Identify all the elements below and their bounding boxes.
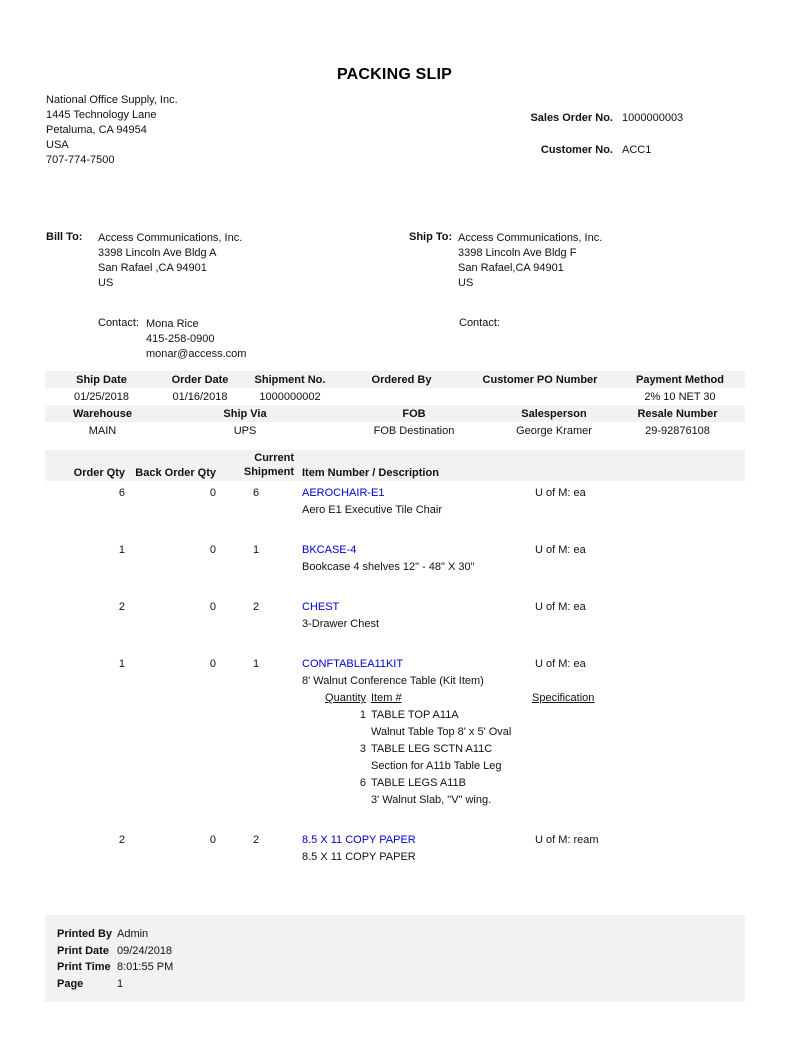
column-header: Salesperson [521, 407, 587, 420]
kit-quantity-header: Quantity [325, 692, 366, 704]
column-header: FOB [402, 407, 426, 420]
uom-value: U of M: ea [535, 658, 586, 670]
item-description: 3-Drawer Chest [302, 618, 380, 630]
bill-contact-label: Contact: [98, 317, 139, 329]
print-time-label: Print Time [57, 961, 111, 973]
ship-to-address [458, 231, 602, 291]
contact-name: Mona Rice [146, 318, 199, 330]
ship-contact-label: Contact: [459, 317, 500, 329]
kit-component-detail: Walnut Table Top 8' x 5' Oval [371, 726, 512, 738]
payment-method-value: 2% 10 NET 30 [644, 390, 716, 403]
contact-email: monar@access.com [146, 348, 247, 360]
table-row [45, 656, 745, 809]
items-table-body [45, 481, 745, 889]
item-description: 8.5 X 11 COPY PAPER [302, 851, 416, 863]
printed-by-row [57, 926, 745, 943]
resale-number-value: 29-92876108 [645, 424, 710, 437]
bill-to-address [98, 231, 242, 291]
print-date-value: 09/24/2018 [117, 944, 173, 957]
contact-phone: 415-258-0900 [146, 333, 215, 345]
kit-item-header: Item # [371, 692, 402, 704]
current-shipment-value: 2 [252, 834, 260, 846]
kit-component-row [45, 707, 745, 724]
bill-to-line: San Rafael ,CA 94901 [98, 262, 207, 274]
shipping-header-row-2 [45, 405, 745, 422]
print-time-value: 8:01:55 PM [117, 961, 174, 973]
item-number-link[interactable]: AEROCHAIR-E1 [302, 487, 385, 499]
order-qty-header: Order Qty [73, 467, 125, 479]
item-description-header: Item Number / Description [302, 467, 439, 479]
page-number-label: Page [57, 977, 84, 990]
company-address-line: USA [46, 139, 69, 151]
back-order-qty-value: 0 [209, 544, 216, 556]
items-table-header [45, 450, 745, 481]
table-row [45, 542, 745, 576]
bill-contact-block [146, 317, 246, 362]
company-phone: 707-774-7500 [46, 154, 115, 166]
kit-component-qty: 3 [359, 743, 366, 755]
sales-order-value: 1000000003 [622, 112, 684, 124]
salesperson-value: George Kramer [516, 424, 592, 437]
ship-to-label: Ship To: [409, 231, 453, 243]
ship-to-line: US [458, 277, 474, 289]
company-address-line: Petaluma, CA 94954 [46, 124, 147, 136]
company-block [46, 93, 178, 168]
fob-value: FOB Destination [373, 424, 455, 437]
column-header: Resale Number [637, 407, 718, 420]
order-qty-value: 2 [118, 834, 125, 846]
ship-to-line: San Rafael,CA 94901 [458, 262, 564, 274]
order-qty-value: 1 [118, 544, 125, 556]
table-row [45, 485, 745, 519]
back-order-qty-value: 0 [209, 487, 216, 499]
kit-component-qty: 1 [359, 709, 366, 721]
back-order-qty-value: 0 [209, 658, 216, 670]
kit-component-row [45, 741, 745, 758]
current-shipment-header: Current Shipment [243, 452, 294, 478]
item-description: Bookcase 4 shelves 12" - 48" X 30" [302, 561, 475, 573]
uom-value: U of M: ea [535, 487, 586, 499]
column-header: Ship Via [223, 407, 267, 420]
kit-component-detail: Section for A11b Table Leg [371, 760, 502, 772]
customer-no-row [470, 144, 750, 156]
sales-order-row [470, 112, 750, 124]
uom-value: U of M: ea [535, 544, 586, 556]
kit-component-row [45, 775, 745, 792]
kit-component-item: TABLE LEGS A11B [371, 777, 466, 789]
column-header: Ship Date [76, 373, 127, 386]
kit-specification-header: Specification [532, 692, 595, 704]
company-name: National Office Supply, Inc. [46, 94, 178, 106]
current-shipment-value: 6 [252, 487, 260, 499]
back-order-qty-value: 0 [209, 834, 216, 846]
item-number-link[interactable]: 8.5 X 11 COPY PAPER [302, 834, 416, 846]
item-number-link[interactable]: BKCASE-4 [302, 544, 357, 556]
customer-no-label: Customer No. [540, 144, 613, 156]
shipment-no-value: 1000000002 [259, 390, 321, 403]
order-info-block [470, 112, 750, 156]
warehouse-value: MAIN [88, 424, 117, 437]
kit-header-row [45, 690, 745, 707]
column-header: Order Date [171, 373, 229, 386]
current-shipment-value: 2 [252, 601, 260, 613]
printed-by-value: Admin [117, 928, 149, 940]
ship-to-line: 3398 Lincoln Ave Bldg F [458, 247, 577, 259]
print-date-row [57, 943, 745, 960]
printed-by-label: Printed By [57, 928, 113, 940]
item-description: Aero E1 Executive Tile Chair [302, 504, 443, 516]
print-info-footer [45, 915, 745, 1002]
kit-component-qty: 6 [359, 777, 366, 789]
print-date-label: Print Date [57, 944, 109, 957]
bill-to-label: Bill To: [46, 231, 83, 243]
kit-component-item: TABLE LEG SCTN A11C [371, 743, 493, 755]
order-date-value: 01/16/2018 [172, 390, 228, 403]
shipping-value-row-2 [45, 422, 745, 439]
sales-order-label: Sales Order No. [530, 112, 613, 124]
print-time-row [57, 959, 745, 976]
bill-to-line: US [98, 277, 114, 289]
item-description: 8' Walnut Conference Table (Kit Item) [302, 675, 484, 687]
column-header: Ordered By [371, 373, 432, 386]
item-number-link[interactable]: CHEST [302, 601, 340, 613]
ship-date-value: 01/25/2018 [73, 390, 130, 403]
column-header: Shipment No. [254, 373, 326, 386]
page-number-value: 1 [117, 977, 124, 990]
item-number-link[interactable]: CONFTABLEA11KIT [302, 658, 404, 670]
company-address-line: 1445 Technology Lane [46, 109, 157, 121]
ship-to-line: Access Communications, Inc. [458, 232, 603, 244]
column-header: Payment Method [635, 373, 724, 386]
back-order-qty-header: Back Order Qty [135, 467, 216, 479]
table-row [45, 832, 745, 866]
uom-value: U of M: ea [535, 601, 586, 613]
bill-to-line: 3398 Lincoln Ave Bldg A [98, 247, 217, 259]
order-qty-value: 2 [118, 601, 125, 613]
order-qty-value: 6 [118, 487, 125, 499]
page-number-row [57, 976, 745, 993]
kit-component-item: TABLE TOP A11A [371, 709, 459, 721]
order-qty-value: 1 [118, 658, 125, 670]
uom-value: U of M: ream [535, 834, 599, 846]
back-order-qty-value: 0 [209, 601, 216, 613]
table-row [45, 599, 745, 633]
bill-to-line: Access Communications, Inc. [98, 232, 243, 244]
shipping-info-table [45, 371, 745, 439]
customer-no-value: ACC1 [622, 144, 652, 156]
column-header: Warehouse [73, 407, 132, 420]
current-shipment-value: 1 [252, 658, 260, 670]
current-shipment-value: 1 [252, 544, 260, 556]
shipping-header-row-1 [45, 371, 745, 388]
page-title: PACKING SLIP [336, 66, 452, 83]
ship-via-value: UPS [233, 424, 257, 437]
column-header: Customer PO Number [482, 373, 598, 386]
shipping-value-row-1 [45, 388, 745, 405]
kit-component-detail: 3' Walnut Slab, "V" wing. [371, 794, 492, 806]
